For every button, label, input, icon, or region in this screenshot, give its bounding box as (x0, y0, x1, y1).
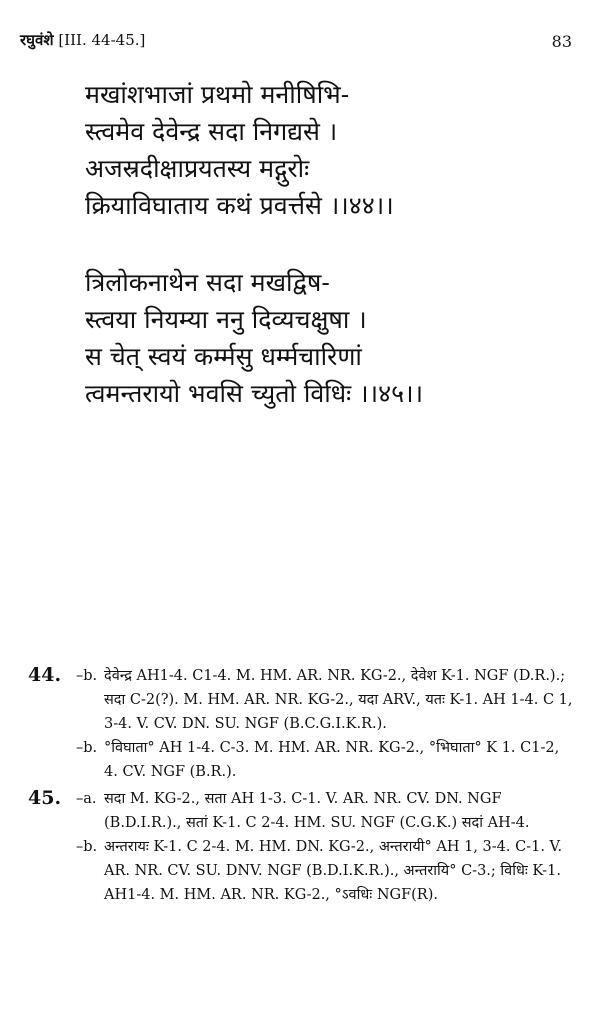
verse-line: स्त्वया नियम्या ननु दिव्यचक्षुषा । (85, 305, 367, 334)
running-title: रघुवंशे (20, 31, 54, 49)
note-number: 44. (28, 664, 62, 686)
page-header (20, 30, 572, 58)
note-44 (28, 664, 573, 784)
verse-line: क्रियाविघाताय कथं प्रवर्त्तसे ।।४४।। (85, 191, 394, 220)
running-head (20, 30, 145, 50)
page-number: 83 (551, 32, 572, 51)
variant-text: देवेन्द्र AH1-4. C1-4. M. HM. AR. NR. KG-2., देवेश K-1. NGF (D.R.).; सदा C-2(?). M. HM. AR. NR. KG-2., यदा ARV., यतः K-1. AH 1-4. C 1, 3-4. V. CV. DN. SU. NGF (B.C.G.I.K.R.). (104, 668, 573, 732)
variant-text: °विघाता° AH 1-4. C-3. M. HM. AR. NR. KG-2., °भिघाता° K 1. C1-2, 4. CV. NGF (B.R.). (104, 740, 560, 780)
pada-marker: –b. (76, 740, 98, 756)
pada-marker: –b. (76, 839, 98, 855)
variant-reading (76, 664, 573, 736)
note-45 (28, 787, 573, 907)
verse-line: मखांशभाजां प्रथमो मनीषिभि- (85, 80, 350, 109)
variant-text: सदा M. KG-2., सता AH 1-3. C-1. V. AR. NR. CV. DN. NGF (B.D.I.R.)., सतां K-1. C 2-4. HM. SU. NGF (C.G.K.) सदां AH-4. (104, 791, 530, 831)
variant-reading (76, 787, 573, 835)
variant-reading (76, 736, 573, 784)
variant-reading (76, 835, 573, 907)
variant-text: अन्तरायः K-1. C 2-4. M. HM. DN. KG-2., अन्तरायी° AH 1, 3-4. C-1. V. AR. NR. CV. SU. DNV. NGF (B.D.I.K.R.)., अन्तरायि° C-3.; विधिः K-1. AH1-4. M. HM. AR. NR. KG-2., °ऽवधिः NGF(R). (104, 839, 563, 903)
critical-apparatus (28, 664, 573, 910)
note-number: 45. (28, 787, 62, 809)
verse-line: त्वमन्तरायो भवसि च्युतो विधिः ।।४५।। (85, 379, 424, 408)
verse-line: अजस्रदीक्षाप्रयतस्य मद्गुरोः (85, 154, 310, 183)
verse-45 (85, 264, 555, 412)
verse-line: त्रिलोकनाथेन सदा मखद्विष- (85, 268, 330, 297)
verse-44 (85, 76, 555, 224)
verse-line: स्त्वमेव देवेन्द्र सदा निगद्यसे । (85, 117, 338, 146)
pada-marker: –a. (76, 791, 97, 807)
section-reference: [III. 44-45.] (58, 31, 146, 49)
pada-marker: –b. (76, 668, 98, 684)
verse-line: स चेत् स्वयं कर्म्मसु धर्म्मचारिणां (85, 342, 362, 371)
